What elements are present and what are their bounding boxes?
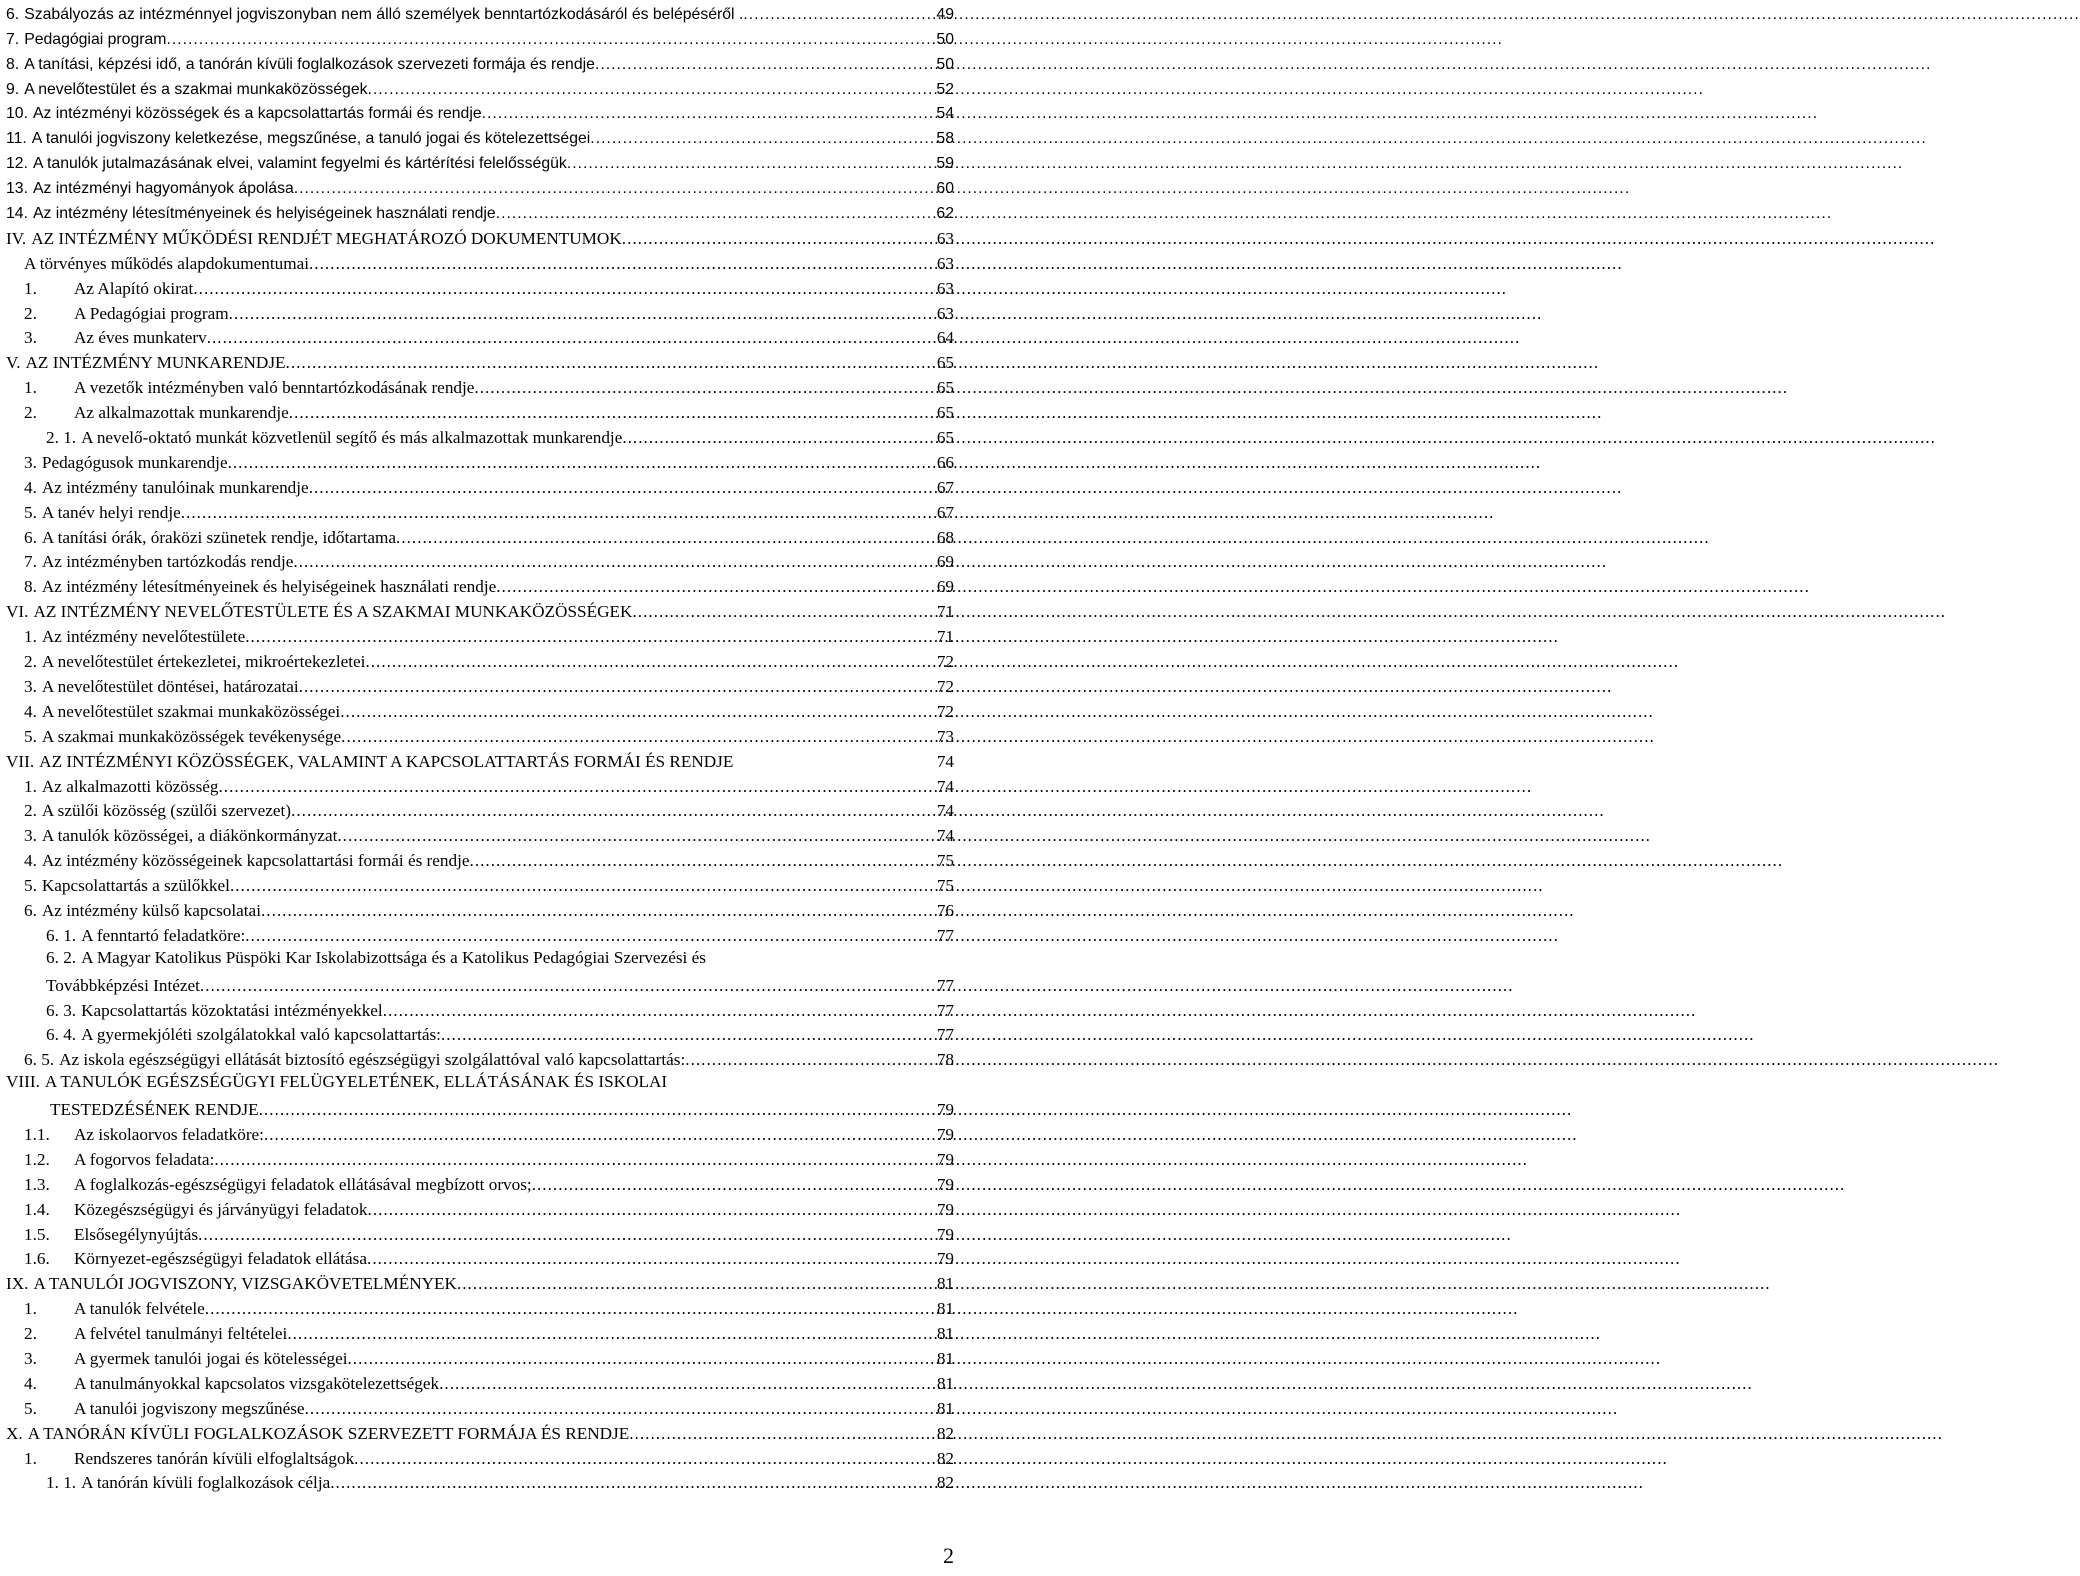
dot-leader — [330, 1473, 935, 1493]
toc-entry-number: 1. 1. — [46, 1473, 77, 1493]
toc-entry-number: 13. — [6, 180, 28, 198]
toc-entry-number: 6. 2. — [46, 947, 77, 967]
toc-entry[interactable] — [0, 722, 960, 747]
toc-entry-page: 71 — [936, 627, 954, 647]
toc-entry[interactable] — [0, 174, 960, 199]
toc-entry-number: X. — [6, 1423, 23, 1443]
toc-entry-title: Az intézmény létesítményeinek és helyiségeinek használati rendje — [41, 577, 497, 597]
toc-entry-page: 81 — [936, 1349, 954, 1369]
toc-entry-title: Pedagógiai program — [24, 30, 167, 48]
toc-entry-page: 50 — [936, 55, 954, 73]
toc-entry-title: Az Alapító okirat — [74, 278, 194, 298]
toc-entry-number: 14. — [6, 205, 28, 223]
toc-entry-page: 79 — [936, 1224, 954, 1244]
toc-entry[interactable] — [0, 299, 960, 324]
toc-entry[interactable] — [0, 1294, 960, 1319]
toc-entry[interactable] — [0, 50, 960, 75]
toc-entry[interactable] — [0, 348, 960, 373]
toc-entry-title: A TANULÓK EGÉSZSÉGÜGYI FELÜGYELETÉNEK, ELLÁTÁSÁNAK ÉS ISKOLAI — [44, 1072, 668, 1092]
toc-entry[interactable] — [0, 996, 960, 1021]
dot-leader — [496, 204, 935, 224]
dot-leader — [305, 1399, 935, 1419]
toc-entry-page: 77 — [936, 925, 954, 945]
toc-entry[interactable] — [0, 149, 960, 174]
toc-entry[interactable] — [0, 747, 960, 772]
toc-entry[interactable] — [0, 1245, 960, 1270]
toc-entry-page: 81 — [936, 1398, 954, 1418]
toc-entry-page: 75 — [936, 851, 954, 871]
dot-leader — [743, 5, 934, 25]
toc-entry-number: 2. — [24, 1324, 37, 1344]
toc-entry-page: 59 — [936, 155, 954, 173]
toc-entry[interactable] — [0, 647, 960, 672]
toc-entry-title: Környezet-egészségügyi feladatok ellátása — [74, 1249, 368, 1269]
toc-entry-page: 58 — [936, 130, 954, 148]
toc-entry-number: IV. — [6, 228, 27, 248]
toc-entry-number: 8. — [6, 55, 20, 73]
toc-entry-page: 79 — [936, 1249, 954, 1269]
toc-entry[interactable] — [0, 1021, 960, 1046]
dot-leader — [532, 1175, 935, 1195]
toc-entry[interactable] — [0, 1319, 960, 1344]
toc-entry-number: 3. — [24, 328, 37, 348]
toc-entry[interactable] — [0, 124, 960, 149]
toc-entry[interactable] — [0, 1469, 960, 1494]
toc-entry[interactable] — [0, 1269, 960, 1294]
toc-entry[interactable] — [0, 0, 960, 25]
toc-entry-title: Az intézmény külső kapcsolatai — [41, 900, 261, 920]
toc-entry-title: A törvényes működés alapdokumentumai — [24, 253, 309, 273]
toc-entry-title: Az alkalmazottak munkarendje — [74, 403, 289, 423]
dot-leader — [286, 353, 935, 373]
toc-entry-page: 82 — [936, 1448, 954, 1468]
dot-leader — [200, 976, 935, 996]
toc-entry-title: AZ INTÉZMÉNYI KÖZÖSSÉGEK, VALAMINT A KAPCSOLATTARTÁS FORMÁI ÉS RENDJE — [39, 751, 734, 771]
dot-leader — [482, 104, 935, 124]
toc-entry-page: 72 — [936, 652, 954, 672]
dot-leader — [205, 1299, 935, 1319]
toc-entry-number: 1. — [24, 1299, 37, 1319]
toc-entry-title: Az intézmény tanulóinak munkarendje — [41, 477, 309, 497]
document-page — [0, 0, 960, 1576]
toc-entry-title: Az intézményi közösségek és a kapcsolattartás formái és rendje — [32, 105, 482, 123]
dot-leader — [198, 1225, 935, 1245]
toc-entry-page: 81 — [936, 1274, 954, 1294]
dot-leader — [340, 702, 935, 722]
dot-leader — [245, 926, 935, 946]
dot-leader — [622, 428, 934, 448]
toc-entry-number: 1.2. — [24, 1149, 50, 1169]
toc-entry-number: 7. — [24, 552, 37, 572]
toc-entry[interactable] — [0, 373, 960, 398]
toc-entry-number: 1.3. — [24, 1174, 50, 1194]
toc-entry-number: VI. — [6, 602, 29, 622]
toc-entry-page: 74 — [936, 801, 954, 821]
toc-entry-title: A tanórán kívüli foglalkozások célja — [81, 1473, 331, 1493]
dot-leader — [289, 403, 935, 423]
toc-entry-number: 12. — [6, 155, 28, 173]
toc-entry-page: 79 — [936, 1174, 954, 1194]
toc-entry-number: 6. — [24, 900, 37, 920]
toc-entry-title: Szabályozás az intézménnyel jogviszonyban nem álló személyek benntartózkodásáról és belépéséről . — [24, 5, 744, 23]
toc-entry-number: 11. — [6, 130, 27, 148]
toc-entry[interactable] — [0, 672, 960, 697]
dot-leader — [348, 1349, 935, 1369]
toc-entry-title: A Pedagógiai program — [74, 303, 229, 323]
toc-entry-title-continued: Továbbképzési Intézet — [46, 975, 200, 995]
toc-entry[interactable] — [0, 100, 960, 125]
toc-entry-number: 3. — [24, 826, 37, 846]
dot-leader — [261, 901, 935, 921]
dot-leader — [309, 254, 935, 274]
dot-leader — [685, 1050, 935, 1070]
toc-entry-page: 54 — [936, 105, 954, 123]
toc-entry[interactable] — [0, 199, 960, 224]
dot-leader — [622, 229, 935, 249]
toc-entry-title: A tanulói jogviszony megszűnése — [74, 1398, 305, 1418]
toc-entry-number: 7. — [6, 30, 20, 48]
toc-entry[interactable] — [0, 1045, 960, 1070]
toc-entry-title: A tanulók felvétele — [74, 1299, 205, 1319]
toc-entry[interactable] — [0, 1170, 960, 1195]
toc-entry-number: 1. — [24, 776, 37, 796]
toc-entry[interactable] — [0, 946, 960, 996]
toc-entry[interactable] — [0, 1120, 960, 1145]
toc-entry-page: 81 — [936, 1299, 954, 1319]
toc-entry-page: 65 — [936, 428, 954, 448]
toc-entry-page: 77 — [936, 1025, 954, 1045]
toc-entry-page: 79 — [936, 1149, 954, 1169]
toc-entry-page: 63 — [936, 228, 954, 248]
toc-entry-page: 63 — [936, 253, 954, 273]
dot-leader — [368, 1200, 935, 1220]
toc-entry-number: 6. — [24, 527, 37, 547]
toc-entry-page: 77 — [936, 975, 954, 995]
toc-entry-title: A nevelőtestület döntései, határozatai — [41, 676, 299, 696]
toc-entry[interactable] — [0, 1369, 960, 1394]
toc-entry-title: A foglalkozás-egészségügyi feladatok ellátásával megbízott orvos; — [74, 1174, 532, 1194]
toc-entry[interactable] — [0, 921, 960, 946]
toc-entry-number: 2. 1. — [46, 428, 77, 448]
dot-leader — [439, 1374, 935, 1394]
toc-entry-page: 69 — [936, 577, 954, 597]
toc-entry[interactable] — [0, 572, 960, 597]
toc-entry-title: A TANÓRÁN KÍVÜLI FOGLALKOZÁSOK SZERVEZETT FORMÁJA ÉS RENDJE — [27, 1423, 630, 1443]
toc-entry-page: 72 — [936, 676, 954, 696]
toc-entry-page: 71 — [936, 602, 954, 622]
toc-entry[interactable] — [0, 398, 960, 423]
dot-leader — [214, 1150, 934, 1170]
toc-entry-number: 6. 4. — [46, 1025, 77, 1045]
toc-entry-page: 72 — [936, 701, 954, 721]
toc-entry-page: 74 — [936, 826, 954, 846]
toc-entry-page: 77 — [936, 1000, 954, 1020]
table-of-contents — [0, 0, 960, 1493]
toc-entry[interactable] — [0, 871, 960, 896]
dot-leader — [207, 328, 935, 348]
toc-entry-number: 3. — [24, 452, 37, 472]
toc-entry[interactable] — [0, 846, 960, 871]
dot-leader — [590, 129, 934, 149]
toc-entry-title: Kapcsolattartás a szülőkkel — [41, 876, 230, 896]
toc-entry-title: Az intézmény létesítményeinek és helyiségeinek használati rendje — [32, 205, 496, 223]
toc-entry-page: 81 — [936, 1324, 954, 1344]
dot-leader — [629, 1424, 935, 1444]
dot-leader — [229, 304, 935, 324]
toc-entry-page: 65 — [936, 353, 954, 373]
toc-entry-title: A szülői közösség (szülői szervezet) — [41, 801, 292, 821]
toc-entry[interactable] — [0, 498, 960, 523]
toc-entry-title: A szakmai munkaközösségek tevékenysége — [41, 726, 342, 746]
toc-entry-number: 1.4. — [24, 1199, 50, 1219]
dot-leader — [474, 378, 934, 398]
toc-entry-title: Rendszeres tanórán kívüli elfoglaltságok — [74, 1448, 355, 1468]
toc-entry-title: Kapcsolattartás közoktatási intézményekkel — [81, 1000, 383, 1020]
dot-leader — [264, 1125, 935, 1145]
toc-entry-page: 65 — [936, 378, 954, 398]
toc-entry-page: 79 — [936, 1100, 954, 1120]
toc-entry-number: IX. — [6, 1274, 29, 1294]
toc-entry-number: 4. — [24, 1373, 37, 1393]
toc-entry-page: 67 — [936, 477, 954, 497]
toc-entry[interactable] — [0, 1394, 960, 1419]
toc-entry-title: Az éves munkaterv — [74, 328, 207, 348]
toc-entry-title: A tanulói jogviszony keletkezése, megszűnése, a tanuló jogai és kötelezettségei — [31, 130, 591, 148]
toc-entry-title: A felvétel tanulmányi feltételei — [74, 1324, 288, 1344]
toc-entry[interactable] — [0, 797, 960, 822]
toc-entry-title: A fogorvos feladata: — [74, 1149, 215, 1169]
toc-entry-page: 67 — [936, 502, 954, 522]
toc-entry[interactable] — [0, 224, 960, 249]
toc-entry-number: 9. — [6, 80, 20, 98]
toc-entry[interactable] — [0, 1070, 960, 1120]
toc-entry-page: 78 — [936, 1050, 954, 1070]
toc-entry-page: 63 — [936, 303, 954, 323]
toc-entry-number: 5. — [24, 726, 37, 746]
toc-entry-title: A tanulók jutalmazásának elvei, valamint fegyelmi és kártérítési felelősségük — [32, 155, 567, 173]
toc-entry-number: 6. 1. — [46, 925, 77, 945]
dot-leader — [365, 652, 934, 672]
toc-entry[interactable] — [0, 1220, 960, 1245]
toc-entry-page: 76 — [936, 900, 954, 920]
toc-entry-title: Az intézmény közösségeinek kapcsolattartási formái és rendje — [41, 851, 470, 871]
toc-entry-page: 74 — [936, 751, 954, 771]
toc-entry-page: 66 — [936, 452, 954, 472]
dot-leader — [337, 826, 934, 846]
toc-entry-number: 1.6. — [24, 1249, 50, 1269]
toc-entry-page: 49 — [936, 5, 954, 23]
dot-leader — [567, 154, 935, 174]
toc-entry[interactable] — [0, 548, 960, 573]
toc-entry-title: A nevelőtestület szakmai munkaközösségei — [41, 701, 341, 721]
toc-entry-number: 2. — [24, 652, 37, 672]
toc-entry-page: 82 — [936, 1423, 954, 1443]
toc-entry-title: Elsősegélynyújtás — [74, 1224, 199, 1244]
dot-leader — [245, 627, 935, 647]
toc-entry-number: VIII. — [6, 1072, 40, 1092]
toc-entry-page: 69 — [936, 552, 954, 572]
toc-entry-number: 4. — [24, 851, 37, 871]
toc-entry[interactable] — [0, 324, 960, 349]
toc-entry-page: 65 — [936, 403, 954, 423]
toc-entry[interactable] — [0, 448, 960, 473]
toc-entry-number: 5. — [24, 876, 37, 896]
dot-leader — [383, 1001, 935, 1021]
toc-entry-title: A gyermek tanulói jogai és kötelességei — [74, 1349, 348, 1369]
toc-entry-number: 1.5. — [24, 1224, 50, 1244]
toc-entry-number: 4. — [24, 477, 37, 497]
toc-entry-title: A tanítási órák, óraközi szünetek rendje, időtartama — [41, 527, 397, 547]
toc-entry-page: 50 — [936, 30, 954, 48]
toc-entry[interactable] — [0, 1145, 960, 1170]
toc-entry-title: Közegészségügyi és járványügyi feladatok — [74, 1199, 368, 1219]
dot-leader — [367, 1249, 935, 1269]
toc-entry-number: 1. — [24, 378, 37, 398]
toc-entry[interactable] — [0, 523, 960, 548]
dot-leader — [309, 478, 935, 498]
toc-entry-number: 1. — [24, 278, 37, 298]
toc-entry[interactable] — [0, 697, 960, 722]
toc-entry-number: 5. — [24, 502, 37, 522]
toc-entry-number: 4. — [24, 701, 37, 721]
toc-entry-page: 79 — [936, 1199, 954, 1219]
toc-entry-title: Az intézmény nevelőtestülete — [41, 627, 246, 647]
toc-entry-page: 52 — [936, 80, 954, 98]
toc-entry-title: A nevelő-oktató munkát közvetlenül segítő és más alkalmazottak munkarendje — [81, 428, 623, 448]
toc-entry-number: 3. — [24, 676, 37, 696]
toc-entry-title: Pedagógusok munkarendje — [41, 452, 228, 472]
toc-entry[interactable] — [0, 423, 960, 448]
toc-entry-title-continued: TESTEDZÉSÉNEK RENDJE — [50, 1100, 259, 1120]
toc-entry-number: 3. — [24, 1349, 37, 1369]
toc-entry-title: A tanulmányokkal kapcsolatos vizsgakötelezettségek — [74, 1373, 440, 1393]
toc-entry-number: 1. — [24, 627, 37, 647]
dot-leader — [293, 552, 934, 572]
dot-leader — [294, 179, 935, 199]
toc-entry-number: 1. — [24, 1448, 37, 1468]
toc-entry-page: 68 — [936, 527, 954, 547]
dot-leader — [396, 528, 935, 548]
toc-entry-title: A tanulók közösségei, a diákönkormányzat — [41, 826, 338, 846]
dot-leader — [230, 876, 935, 896]
toc-entry[interactable] — [0, 1419, 960, 1444]
toc-entry-number: 2. — [24, 801, 37, 821]
toc-entry-title: Az iskola egészségügyi ellátását biztosító egészségügyi szolgálattóval való kapcsolattartás: — [59, 1050, 686, 1070]
dot-leader — [632, 602, 934, 622]
toc-entry-title: A vezetők intézményben való benntartózkodásának rendje — [74, 378, 475, 398]
toc-entry-number: 2. — [24, 303, 37, 323]
toc-entry-number: 10. — [6, 105, 28, 123]
toc-entry-title: AZ INTÉZMÉNY NEVELŐTESTÜLETE ÉS A SZAKMAI MUNKAKÖZÖSSÉGEK — [33, 602, 633, 622]
page-number: 2 — [943, 1543, 954, 1568]
toc-entry-number: VII. — [6, 751, 35, 771]
toc-entry-page: 81 — [936, 1373, 954, 1393]
toc-entry[interactable] — [0, 75, 960, 100]
toc-entry[interactable] — [0, 249, 960, 274]
toc-entry-page: 63 — [936, 278, 954, 298]
toc-entry[interactable] — [0, 25, 960, 50]
dot-leader — [259, 1100, 935, 1120]
toc-entry-title: A nevelőtestület értekezletei, mikroértekezletei — [41, 652, 366, 672]
toc-entry-title: Az alkalmazotti közösség — [41, 776, 219, 796]
toc-entry[interactable] — [0, 821, 960, 846]
toc-entry-title: A gyermekjóléti szolgálatokkal való kapcsolattartás: — [81, 1025, 441, 1045]
dot-leader — [291, 801, 935, 821]
dot-leader — [354, 1449, 935, 1469]
dot-leader — [193, 279, 934, 299]
toc-entry-number: 6. — [6, 5, 20, 23]
toc-entry-page: 82 — [936, 1473, 954, 1493]
toc-entry-number: 6. 3. — [46, 1000, 77, 1020]
dot-leader — [299, 677, 935, 697]
toc-entry-title: A tanítási, képzési idő, a tanórán kívüli foglalkozások szervezeti formája és rendje — [24, 55, 595, 73]
dot-leader — [441, 1025, 935, 1045]
dot-leader — [341, 727, 935, 747]
dot-leader — [287, 1324, 934, 1344]
toc-entry-title: Az intézményben tartózkodás rendje — [41, 552, 294, 572]
toc-entry-page: 64 — [936, 328, 954, 348]
toc-entry-page: 62 — [936, 205, 954, 223]
toc-entry-number: 1.1. — [24, 1125, 50, 1144]
toc-entry-page: 75 — [936, 876, 954, 896]
toc-entry[interactable] — [0, 772, 960, 797]
toc-entry[interactable] — [0, 1195, 960, 1220]
toc-entry[interactable] — [0, 896, 960, 921]
toc-entry-number: V. — [6, 353, 21, 373]
dot-leader — [228, 453, 935, 473]
toc-entry-number: 2. — [24, 403, 37, 423]
toc-entry[interactable] — [0, 1344, 960, 1369]
toc-entry-page: 60 — [936, 180, 954, 198]
toc-entry[interactable] — [0, 622, 960, 647]
toc-entry-title: A tanév helyi rendje — [41, 502, 181, 522]
toc-entry-number: 8. — [24, 577, 37, 597]
toc-entry-page: 74 — [936, 776, 954, 796]
dot-leader — [470, 851, 935, 871]
toc-entry-title: AZ INTÉZMÉNY MUNKARENDJE — [25, 353, 286, 373]
dot-leader — [181, 503, 935, 523]
toc-entry-number: 5. — [24, 1398, 37, 1418]
toc-entry-title: A fenntartó feladatköre: — [81, 925, 246, 945]
toc-entry-title: AZ INTÉZMÉNY MŰKÖDÉSI RENDJÉT MEGHATÁROZÓ DOKUMENTUMOK — [31, 228, 622, 248]
toc-entry[interactable] — [0, 473, 960, 498]
toc-entry-title: A Magyar Katolikus Püspöki Kar Iskolabizottsága és a Katolikus Pedagógiai Szervezési és — [81, 947, 706, 967]
dot-leader — [166, 30, 934, 50]
toc-entry-page: 79 — [936, 1125, 954, 1144]
toc-entry[interactable] — [0, 274, 960, 299]
dot-leader — [496, 577, 935, 597]
dot-leader — [218, 777, 934, 797]
toc-entry-title: Az intézményi hagyományok ápolása — [32, 180, 294, 198]
toc-entry-title: A TANULÓI JOGVISZONY, VIZSGAKÖVETELMÉNYEK — [33, 1274, 457, 1294]
dot-leader — [595, 55, 934, 75]
toc-entry-page: 73 — [936, 726, 954, 746]
toc-entry-title: A nevelőtestület és a szakmai munkaközösségek — [24, 80, 368, 98]
toc-entry-title: Az iskolaorvos feladatköre: — [74, 1125, 264, 1144]
dot-leader — [457, 1274, 935, 1294]
dot-leader — [368, 80, 935, 100]
toc-entry[interactable] — [0, 1444, 960, 1469]
toc-entry[interactable] — [0, 597, 960, 622]
toc-entry-number: 6. 5. — [24, 1050, 55, 1070]
